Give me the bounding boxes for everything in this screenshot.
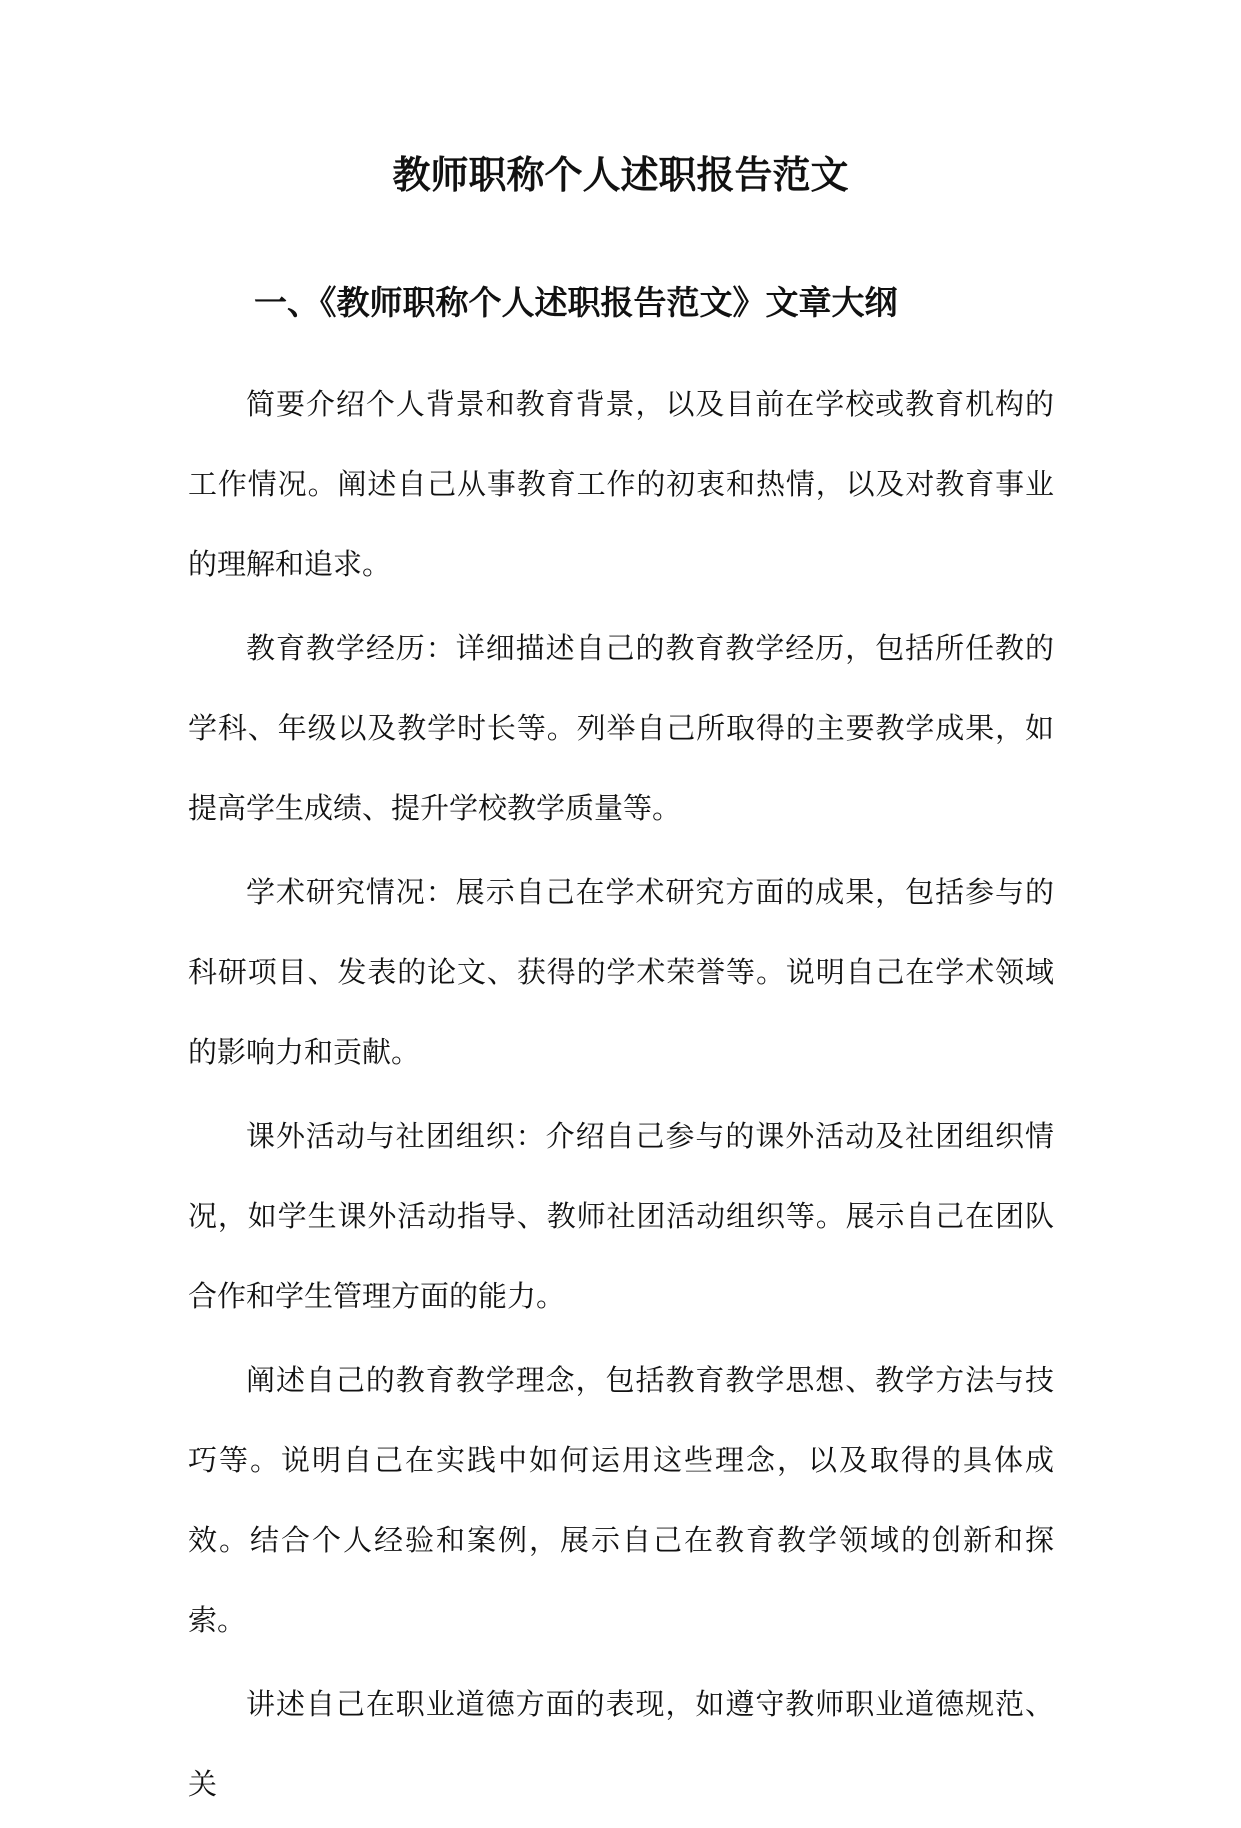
paragraph-teaching-philosophy: 阐述自己的教育教学理念，包括教育教学思想、教学方法与技巧等。说明自己在实践中如何运用这些理念，以及取得的具体成效。结合个人经验和案例，展示自己在教育教学领域的创新和探索。 bbox=[188, 1363, 1054, 1637]
document-body bbox=[188, 364, 1054, 1828]
paragraph-teaching-experience: 教育教学经历：详细描述自己的教育教学经历，包括所任教的学科、年级以及教学时长等。列举自己所取得的主要教学成果，如提高学生成绩、提升学校教学质量等。 bbox=[188, 631, 1054, 825]
paragraph-research: 学术研究情况：展示自己在学术研究方面的成果，包括参与的科研项目、发表的论文、获得的学术荣誉等。说明自己在学术领域的影响力和贡献。 bbox=[188, 875, 1054, 1069]
section-heading: 一、《教师职称个人述职报告范文》文章大纲 bbox=[254, 283, 898, 322]
document-title: 教师职称个人述职报告范文 bbox=[392, 152, 849, 197]
paragraph-extracurricular: 课外活动与社团组织：介绍自己参与的课外活动及社团组织情况，如学生课外活动指导、教师社团活动组织等。展示自己在团队合作和学生管理方面的能力。 bbox=[188, 1119, 1054, 1313]
paragraph-background: 简要介绍个人背景和教育背景，以及目前在学校或教育机构的工作情况。阐述自己从事教育工作的初衷和热情，以及对教育事业的理解和追求。 bbox=[188, 387, 1054, 581]
paragraph-professional-ethics: 讲述自己在职业道德方面的表现，如遵守教师职业道德规范、关 bbox=[188, 1687, 1054, 1801]
